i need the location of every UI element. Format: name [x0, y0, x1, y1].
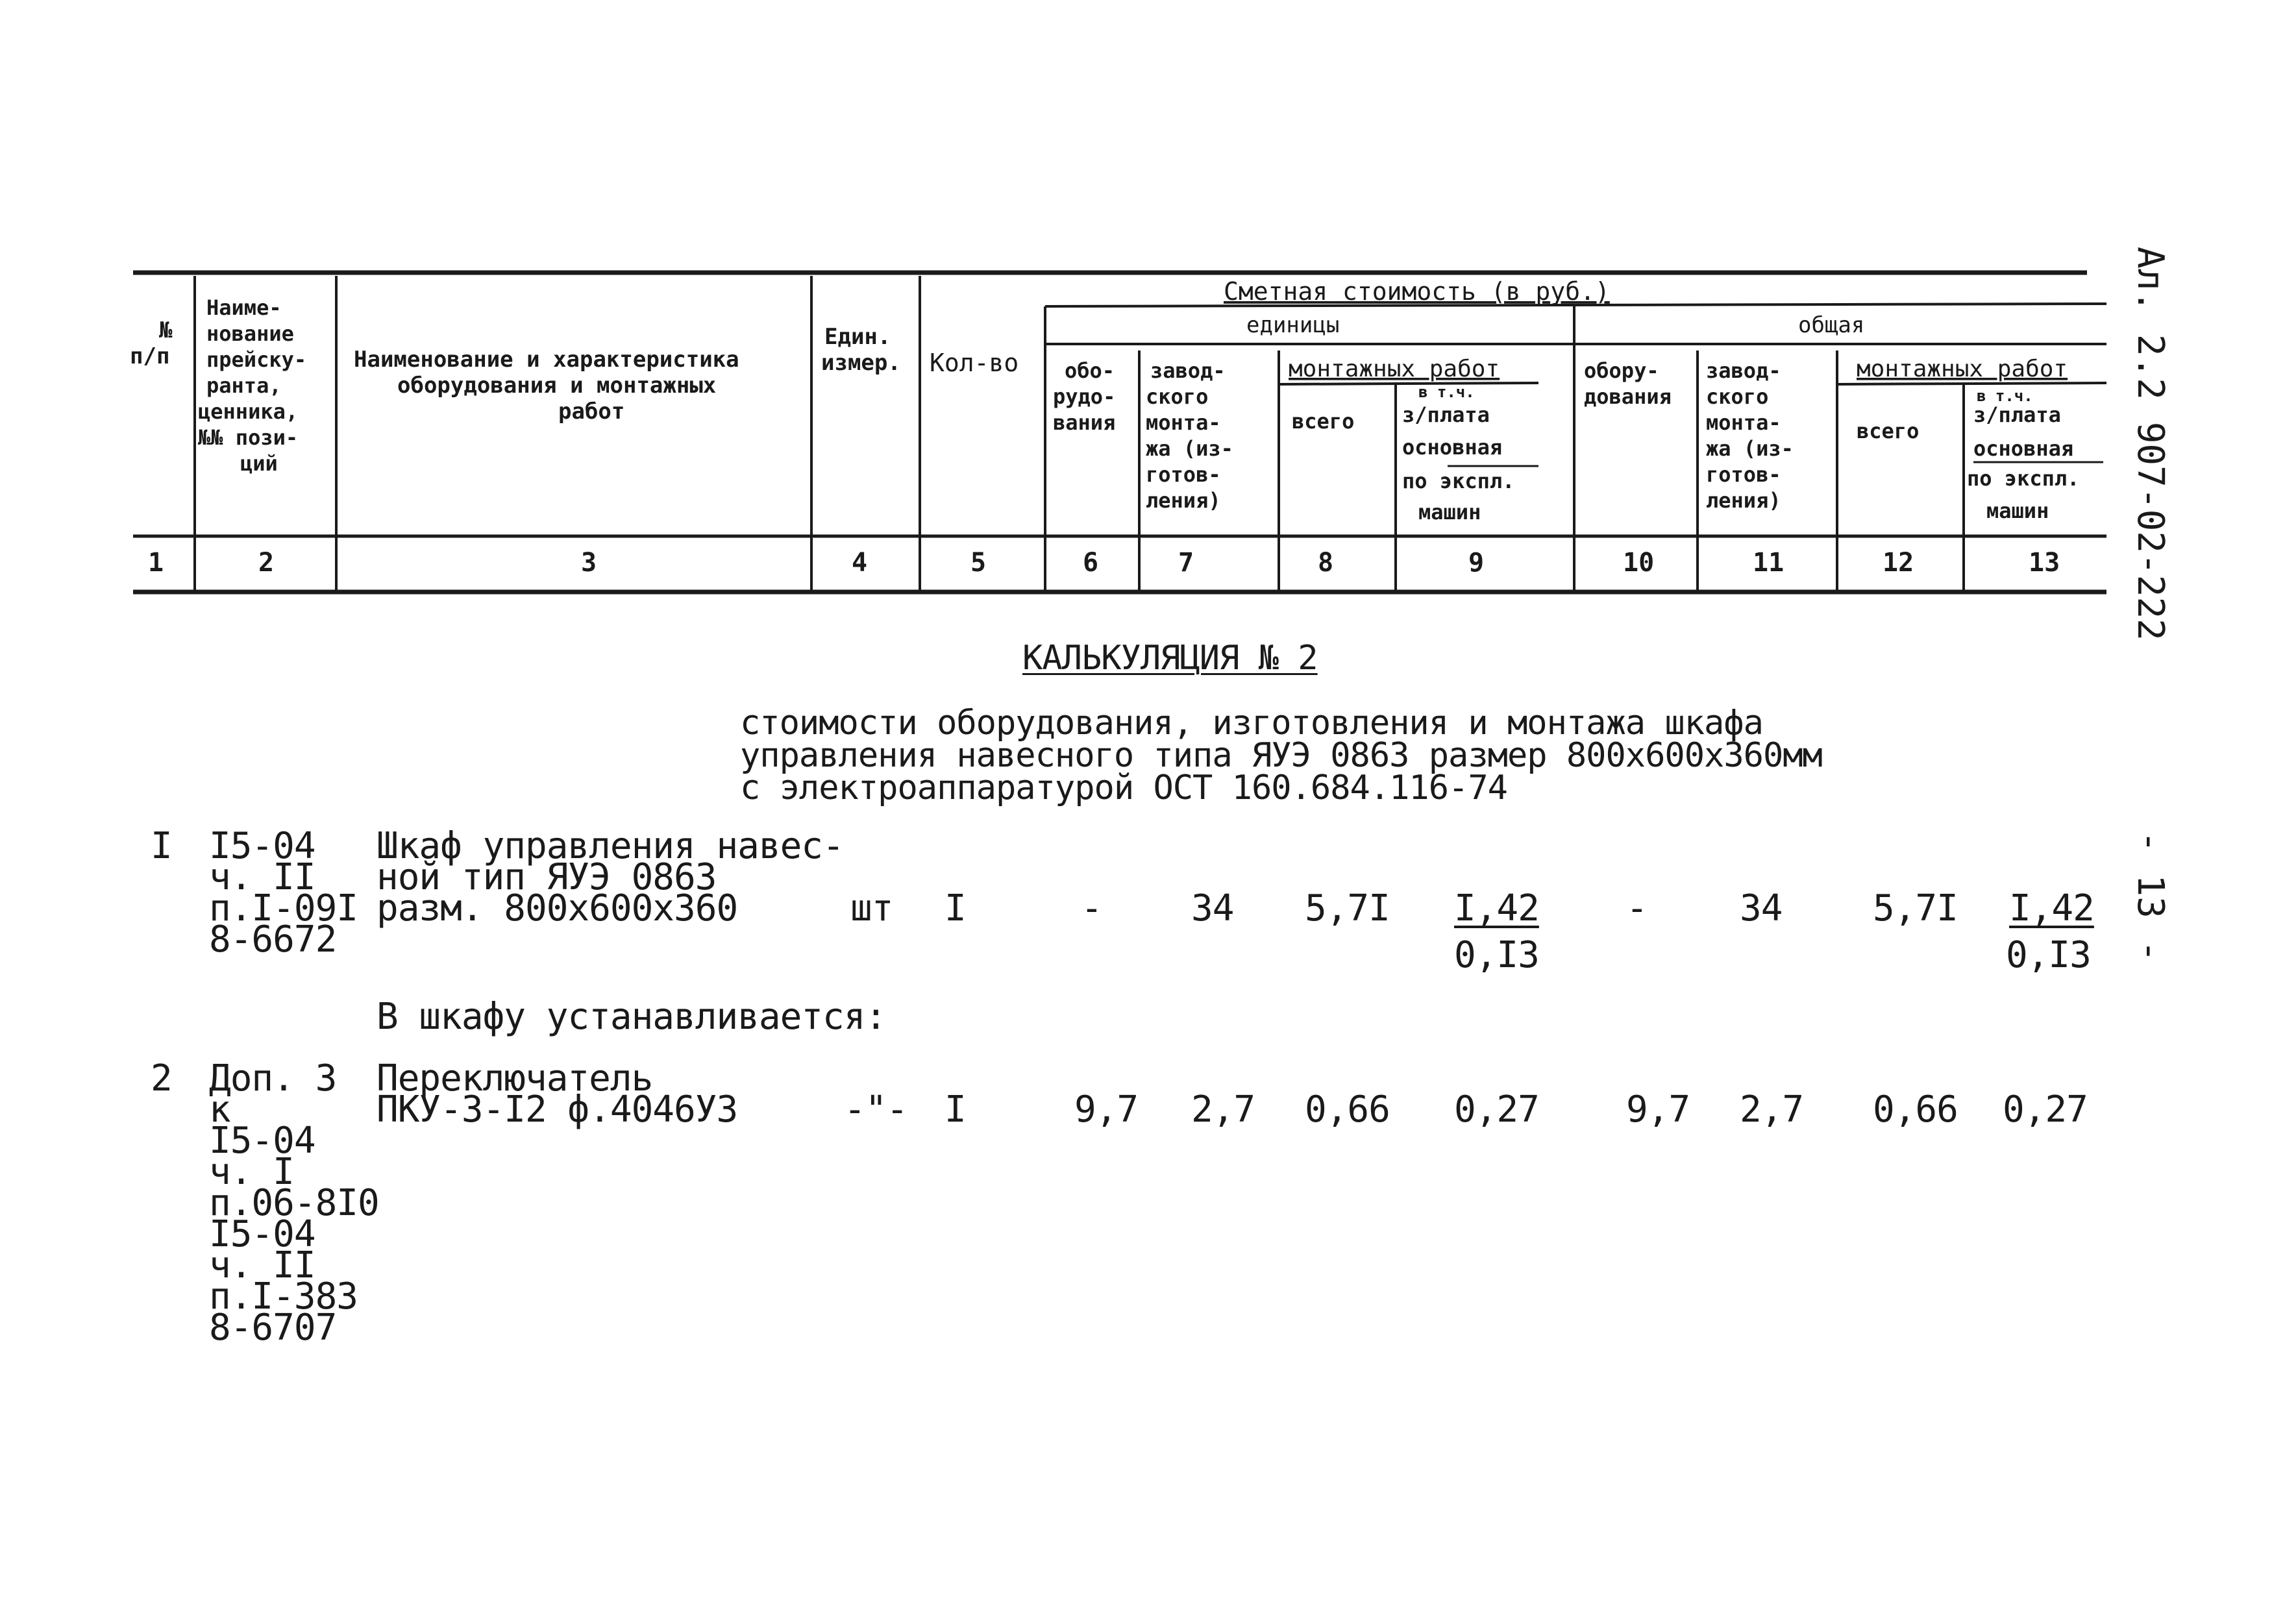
factory-line5: готов- — [1146, 462, 1221, 487]
row2-unit: -"- — [844, 1089, 908, 1131]
col2-line6: №№ пози- — [198, 425, 299, 450]
col3-line3: работ — [558, 399, 625, 424]
unit-incl-line5: машин — [1418, 500, 1481, 524]
row2-name-line1: Переключатель — [377, 1057, 653, 1100]
row2-eq-total: 9,7 — [1626, 1089, 1690, 1131]
row2-mount-all: 0,66 — [1305, 1089, 1390, 1131]
row2-num: 2 — [151, 1057, 172, 1100]
colnum-4: 4 — [852, 548, 868, 578]
factory-total-line1: завод- — [1706, 358, 1781, 383]
col2-line4: ранта, — [206, 373, 282, 398]
row2-factory-total: 2,7 — [1740, 1089, 1804, 1131]
colnum-12: 12 — [1883, 548, 1914, 578]
row2-ref-line3: I5-04 — [209, 1120, 315, 1162]
col2-line3: прейску- — [206, 347, 307, 372]
row2-qty: I — [945, 1089, 966, 1131]
row2-name-line2: ПКУ-3-I2 ф.4046У3 — [377, 1089, 738, 1131]
row1-wage-total: I,42 — [2009, 887, 2094, 929]
factory-line3: монта- — [1146, 410, 1221, 435]
total-group-label: общая — [1798, 312, 1865, 338]
side-label: Ал. 2.2 907-02-222 — [2129, 247, 2171, 641]
total-incl-line2: з/плата — [1973, 402, 2061, 427]
row1-mount-all-total: 5,7I — [1873, 887, 1958, 929]
eq-line3: вания — [1053, 410, 1116, 435]
section-note: В шкафу устанавливается: — [377, 996, 887, 1038]
unit-incl-line2: з/плата — [1402, 402, 1490, 427]
col3-line1: Наименование и характеристика — [354, 347, 739, 373]
row2-eq: 9,7 — [1074, 1089, 1139, 1131]
row2-ref-line8: п.I-383 — [209, 1275, 358, 1318]
row2-ref-line7: ч. II — [209, 1244, 315, 1286]
colnum-10: 10 — [1623, 548, 1655, 578]
row1-ref-line3: п.I-09I — [209, 887, 358, 929]
eq-total-line1: обору- — [1584, 358, 1659, 383]
unit-group-label: единицы — [1246, 312, 1340, 338]
col5-label: Кол-во — [930, 349, 1019, 377]
row1-ref-line4: 8-6672 — [209, 918, 337, 961]
row1-ref-line1: I5-04 — [209, 825, 315, 867]
row1-machines: 0,I3 — [1454, 934, 1539, 976]
total-incl-line5: машин — [1986, 498, 2049, 523]
row1-name-line2: ной тип ЯУЭ 0863 — [377, 856, 717, 898]
col3-line2: оборудования и монтажных — [397, 373, 717, 399]
unit-incl-line1: в т.ч. — [1418, 383, 1475, 401]
colnum-7: 7 — [1178, 548, 1194, 578]
col2-line7: ций — [240, 451, 278, 476]
row2-wage: 0,27 — [1454, 1089, 1539, 1131]
subtitle-line3: с электроаппаратурой ОСТ 160.684.116-74 — [740, 769, 1507, 807]
row2-ref-line1: Доп. 3 — [209, 1057, 337, 1100]
colnum-6: 6 — [1083, 548, 1099, 578]
col1-line1: № — [159, 317, 173, 343]
factory-line6: ления) — [1146, 488, 1221, 513]
row1-factory-total: 34 — [1740, 887, 1783, 929]
unit-mount-label: монтажных работ — [1289, 356, 1500, 382]
row2-ref-line9: 8-6707 — [209, 1307, 337, 1349]
row1-name-line1: Шкаф управления навес- — [377, 825, 844, 867]
colnum-1: 1 — [148, 548, 164, 578]
col4-line2: измер. — [821, 350, 901, 376]
eq-total-line2: дования — [1584, 384, 1672, 409]
factory-total-line5: готов- — [1706, 462, 1781, 487]
row1-mount-all: 5,7I — [1305, 887, 1390, 929]
col2-line5: ценника, — [198, 399, 299, 424]
col1-line2: п/п — [130, 343, 170, 369]
unit-mount-all: всего — [1292, 409, 1355, 434]
factory-total-line3: монта- — [1706, 410, 1781, 435]
colnum-11: 11 — [1753, 548, 1785, 578]
total-incl-line4: по экспл. — [1967, 466, 2080, 491]
factory-line2: ского — [1146, 384, 1209, 409]
colnum-2: 2 — [258, 548, 275, 578]
page-number: - 13 - — [2129, 831, 2171, 963]
row1-eq-total: - — [1626, 887, 1648, 929]
total-mount-all: всего — [1857, 419, 1920, 443]
factory-total-line2: ского — [1706, 384, 1769, 409]
row1-unit: шт — [850, 887, 893, 929]
col2-line1: Наиме- — [206, 295, 282, 320]
calc-title: КАЛЬКУЛЯЦИЯ № 2 — [1022, 639, 1318, 678]
row2-wage-total: 0,27 — [2003, 1089, 2088, 1131]
factory-line1: завод- — [1150, 358, 1226, 383]
total-mount-label: монтажных работ — [1857, 356, 2068, 382]
colnum-13: 13 — [2029, 548, 2060, 578]
col4-line1: Един. — [824, 324, 891, 350]
unit-incl-line4: по экспл. — [1402, 469, 1515, 493]
colnum-5: 5 — [970, 548, 987, 578]
row2-mount-all-total: 0,66 — [1873, 1089, 1958, 1131]
colnum-8: 8 — [1318, 548, 1334, 578]
row1-qty: I — [945, 887, 966, 929]
subtitle-line2: управления навесного типа ЯУЭ 0863 размер 800х600х360мм — [740, 736, 1822, 775]
row2-factory: 2,7 — [1191, 1089, 1255, 1131]
factory-total-line6: ления) — [1706, 488, 1781, 513]
unit-incl-line3: основная — [1402, 435, 1503, 460]
row1-wage: I,42 — [1454, 887, 1539, 929]
row1-num: I — [151, 825, 172, 867]
total-incl-line1: в т.ч. — [1977, 387, 2033, 405]
row1-machines-total: 0,I3 — [2006, 934, 2091, 976]
eq-line1: обо- — [1065, 358, 1115, 383]
row2-ref-line5: п.06-8I0 — [209, 1182, 379, 1224]
total-incl-line3: основная — [1973, 436, 2074, 461]
unit-mount-rule — [1279, 383, 1538, 384]
col2-line2: нование — [206, 321, 294, 346]
colnum-3: 3 — [581, 548, 597, 578]
row1-factory: 34 — [1191, 887, 1234, 929]
cost-group-label: Сметная стоимость (в руб.) — [1224, 277, 1610, 306]
row1-ref-line2: ч. II — [209, 856, 315, 898]
row2-ref-line4: ч. I — [209, 1151, 294, 1193]
row2-ref-line6: I5-04 — [209, 1213, 315, 1255]
factory-line4: жа (из- — [1146, 436, 1233, 461]
colnum-9: 9 — [1468, 548, 1485, 578]
row2-ref-line2: к — [209, 1089, 230, 1131]
row1-eq: - — [1081, 887, 1102, 929]
total-mount-rule — [1837, 383, 2106, 384]
factory-total-line4: жа (из- — [1706, 436, 1794, 461]
row1-name-line3: разм. 800х600х360 — [377, 887, 738, 929]
eq-line2: рудо- — [1053, 384, 1116, 409]
subtitle-line1: стоимости оборудования, изготовления и монтажа шкафа — [740, 704, 1763, 743]
